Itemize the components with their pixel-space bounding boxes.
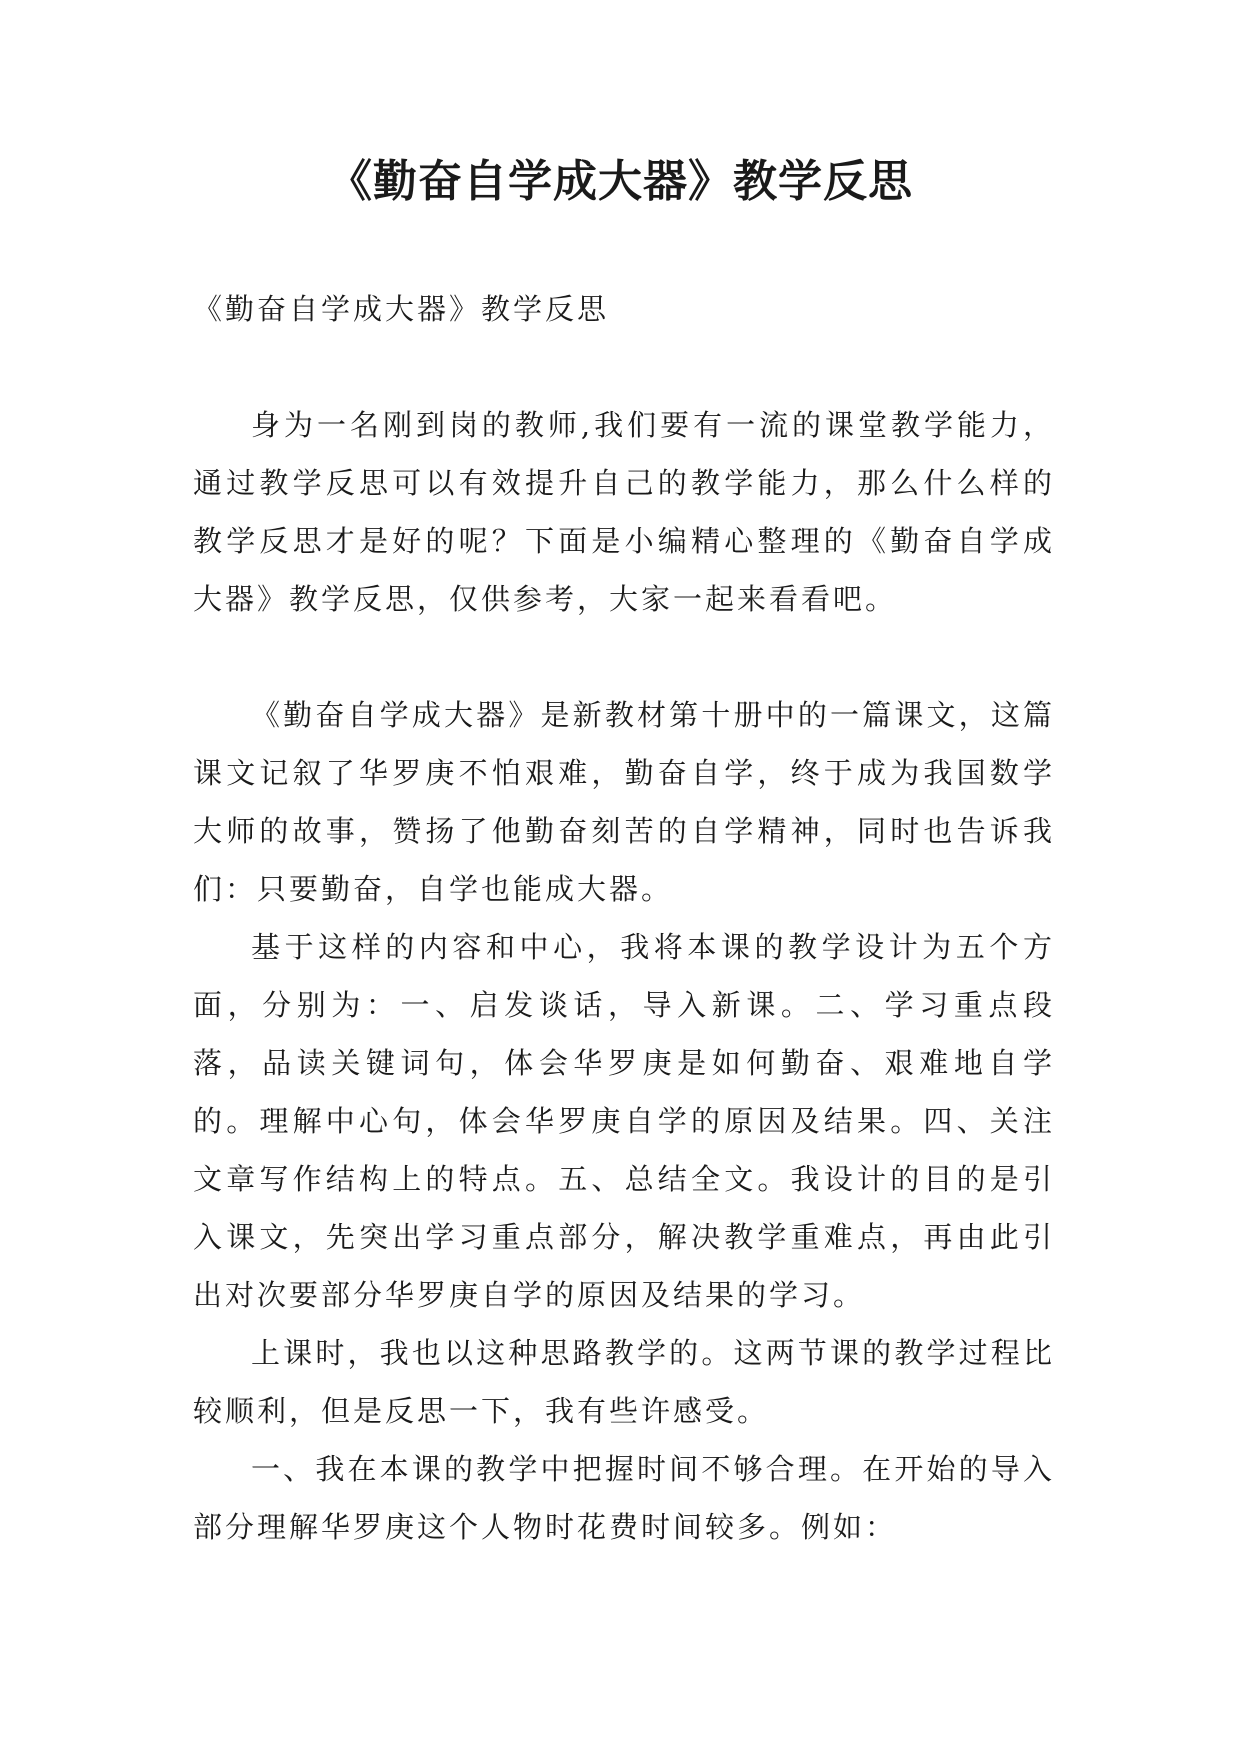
intro-paragraph: 身为一名刚到岗的教师,我们要有一流的课堂教学能力，通过教学反思可以有效提升自己的教学能力，那么什么样的教学反思才是好的呢？下面是小编精心整理的《勤奋自学成大器》教学反思，仅供参考，大家一起来看看吧。 [193, 408, 1055, 616]
body-paragraph: 上课时，我也以这种思路教学的。这两节课的教学过程比较顺利，但是反思一下，我有些许感受。 [193, 1336, 1055, 1428]
document-subtitle: 《勤奋自学成大器》教学反思 [193, 292, 610, 326]
document-title: 《勤奋自学成大器》教学反思 [328, 156, 913, 207]
body-paragraph: 基于这样的内容和中心，我将本课的教学设计为五个方面，分别为：一、启发谈话，导入新课。二、学习重点段落，品读关键词句，体会华罗庚是如何勤奋、艰难地自学的。理解中心句，体会华罗庚自学的原因及结果。四、关注文章写作结构上的特点。五、总结全文。我设计的目的是引入课文，先突出学习重点部分，解决教学重难点，再由此引出对次要部分华罗庚自学的原因及结果的学习。 [193, 930, 1055, 1312]
body-paragraph: 《勤奋自学成大器》是新教材第十册中的一篇课文，这篇课文记叙了华罗庚不怕艰难，勤奋自学，终于成为我国数学大师的故事，赞扬了他勤奋刻苦的自学精神，同时也告诉我们：只要勤奋，自学也能成大器。 [193, 698, 1055, 906]
body-paragraph: 一、我在本课的教学中把握时间不够合理。在开始的导入部分理解华罗庚这个人物时花费时间较多。例如： [193, 1452, 1055, 1544]
document-body [193, 280, 1055, 1556]
